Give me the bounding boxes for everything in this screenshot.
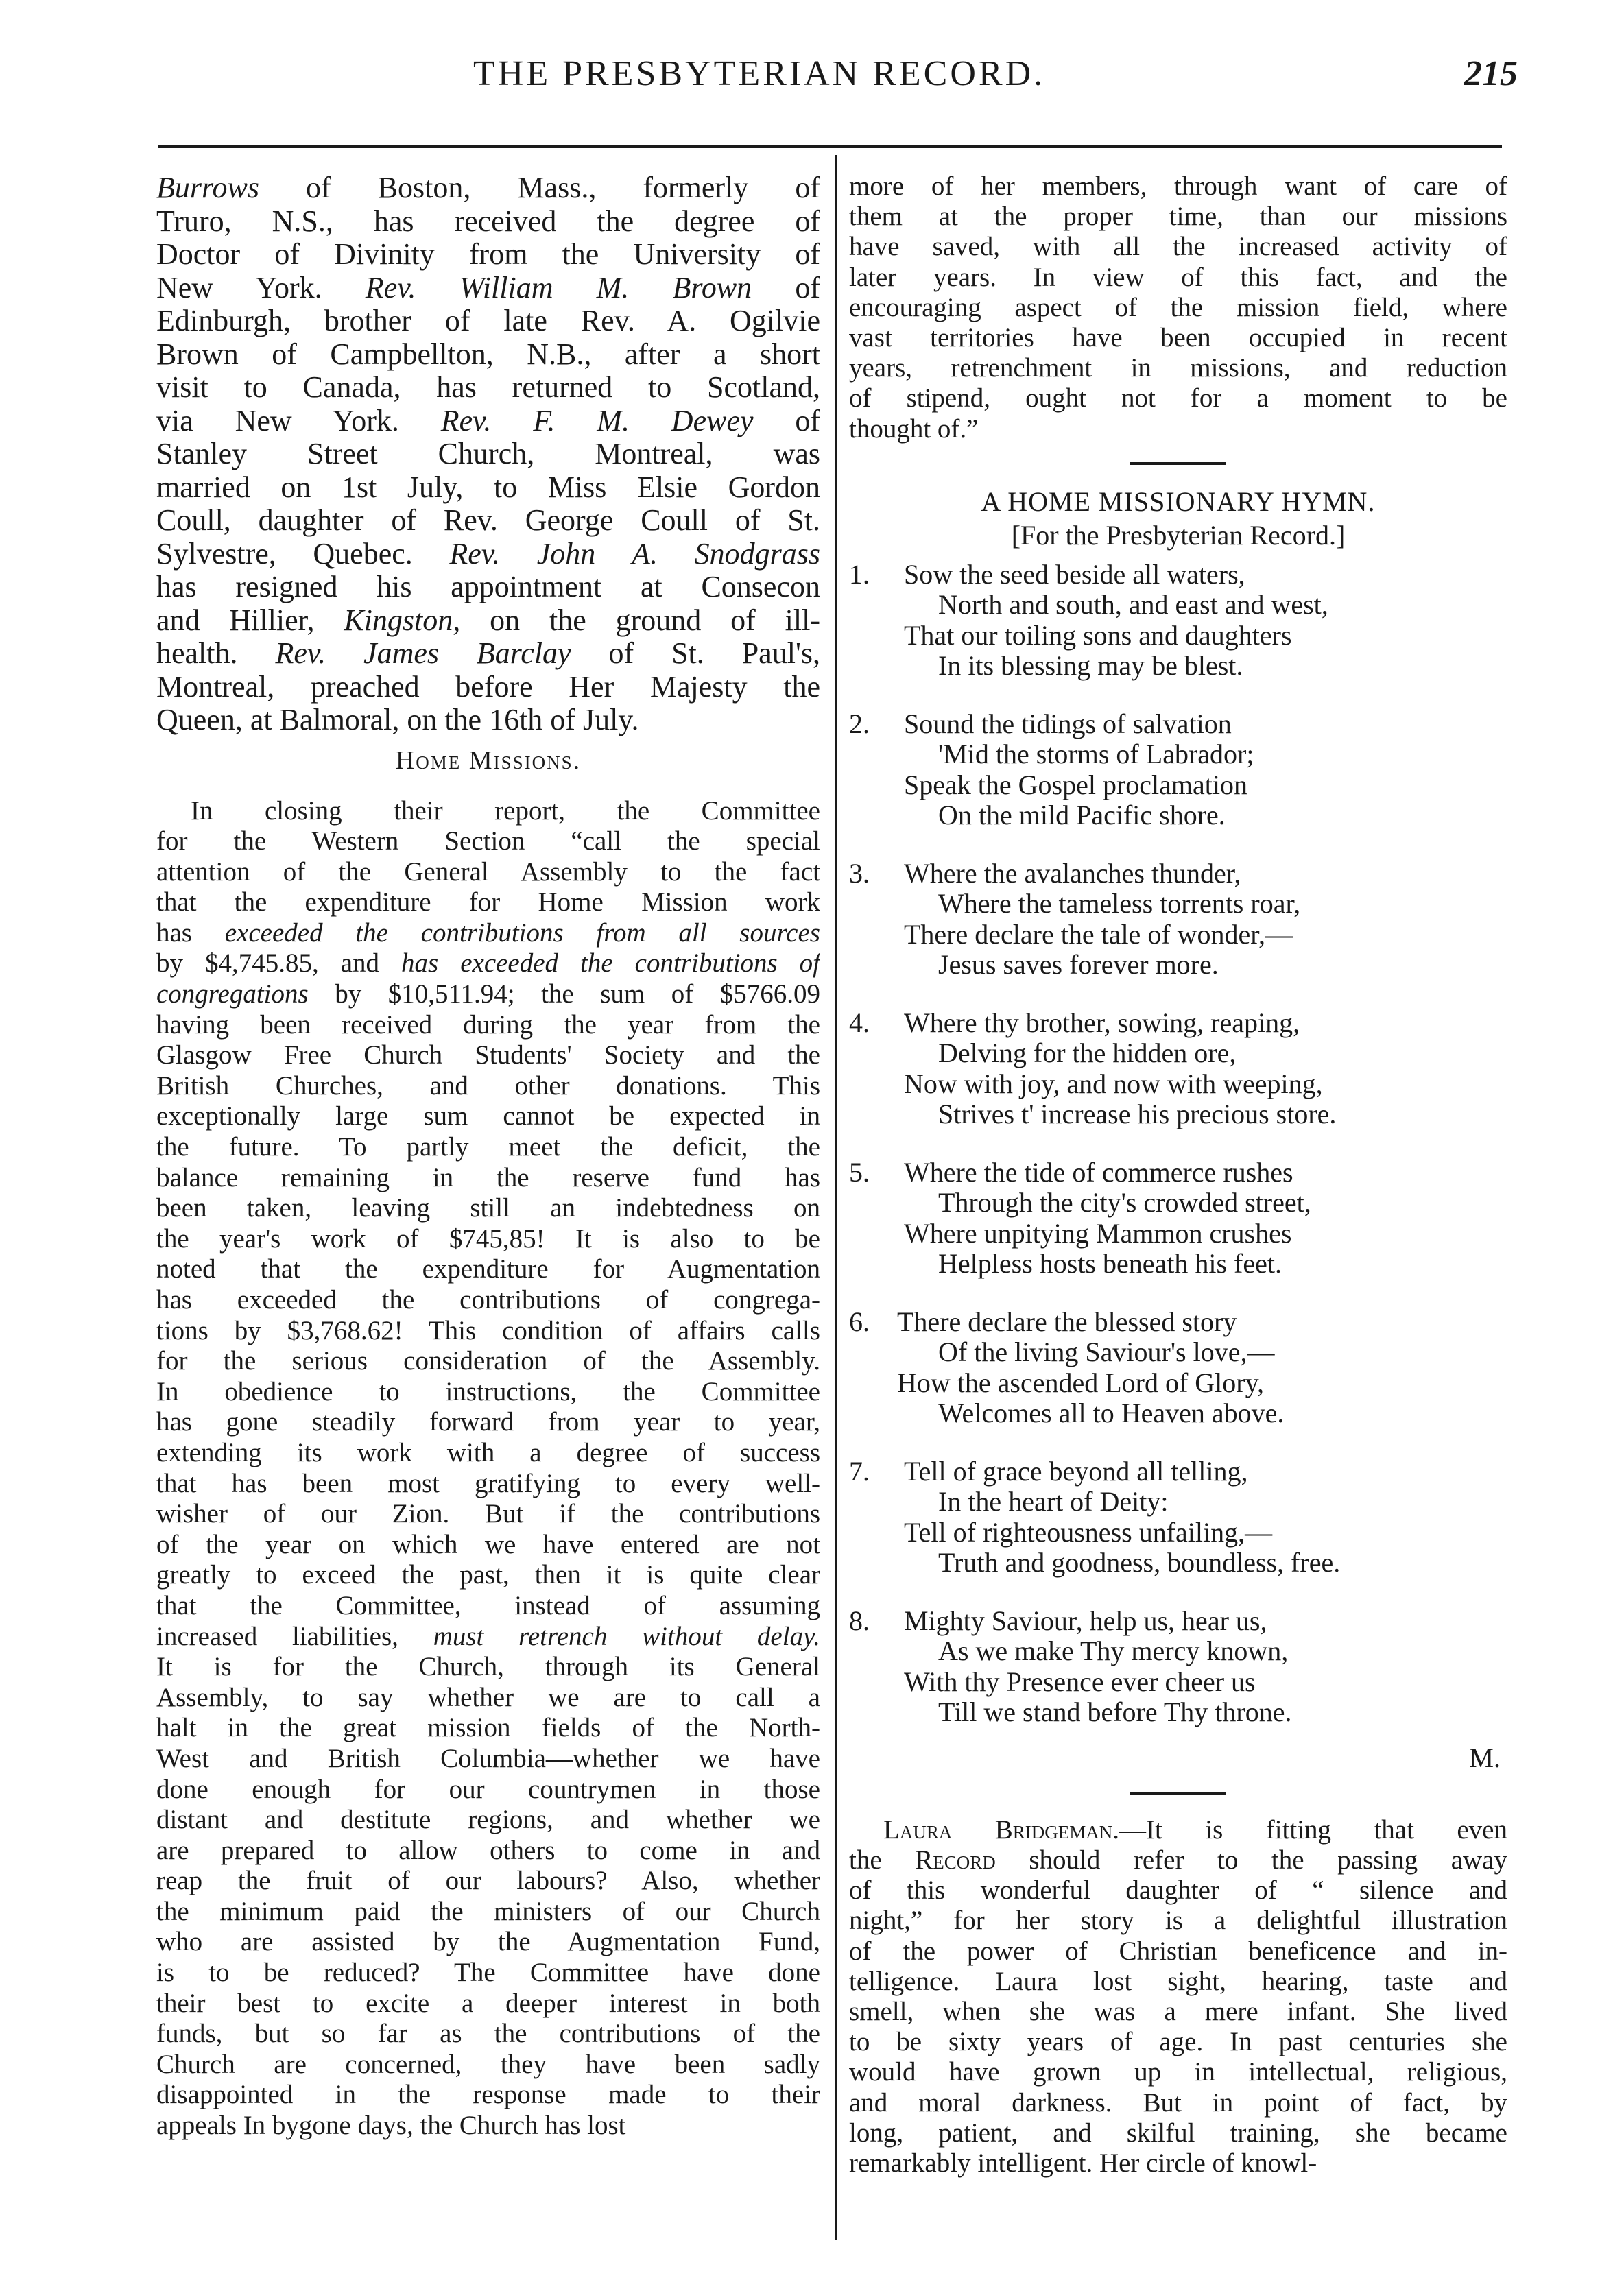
column-divider (835, 155, 837, 2240)
text-line (849, 1967, 1507, 1997)
verse-line: Truth and goodness, boundless, free. (938, 1547, 1341, 1579)
text-segment: has exceeded the contributions of congrega- (156, 1285, 820, 1315)
text-segment: of Boston, Mass., formerly of (259, 171, 820, 204)
italic-text: Kingston, (344, 603, 461, 637)
italic-text: Rev. James Barclay (275, 636, 571, 670)
italic-text: Rev. William M. Brown (365, 270, 752, 304)
verse-line: Jesus saves forever more. (938, 949, 1219, 981)
text-segment: to be sixty years of age. In past centuries she (849, 2027, 1507, 2057)
text-segment: night,” for her story is a delightful illustration (849, 1906, 1507, 1936)
text-line (849, 1936, 1507, 1967)
stanza-number: 6. (849, 1306, 870, 1337)
text-segment: extending its work with a degree of success (156, 1437, 820, 1467)
text-line (849, 1815, 1507, 1845)
verse-line: There declare the blessed story (897, 1306, 1237, 1337)
text-line (156, 1989, 820, 2019)
smallcaps-text: Laura Bridgeman. (883, 1814, 1120, 1845)
text-line (156, 1530, 820, 1561)
hymn-signature: M. (1469, 1742, 1501, 1773)
text-line (156, 304, 820, 338)
text-segment: Stanley Street Church, Montreal, was (156, 437, 820, 470)
text-line (849, 263, 1507, 293)
text-line (849, 171, 1507, 202)
italic-text: must retrench without delay. (433, 1621, 820, 1651)
text-line (849, 323, 1507, 353)
text-segment: having been received during the year from the (156, 1009, 820, 1040)
verse-line: Where the tameless torrents roar, (938, 888, 1301, 920)
text-segment: the year's work of $745,85! It is also to be (156, 1223, 820, 1254)
verse-line: That our toiling sons and daughters (904, 619, 1292, 651)
text-segment: smell, when she was a mere infant. She lived (849, 1997, 1507, 2027)
text-line (156, 1010, 820, 1041)
text-line (156, 887, 820, 918)
verse-line: With thy Presence ever cheer us (904, 1666, 1256, 1697)
verse-line: Through the city's crowded street, (938, 1187, 1311, 1219)
text-line (156, 504, 820, 538)
text-line (156, 272, 820, 305)
text-segment: would have grown up in intellectual, religious, (849, 2057, 1507, 2087)
text-segment: the future. To partly meet the deficit, the (156, 1132, 820, 1162)
hymn-stanza (849, 709, 1507, 831)
verse-line: Speak the Gospel proclamation (904, 769, 1247, 800)
verse-line: As we make Thy mercy known, (938, 1635, 1289, 1667)
text-line (156, 1407, 820, 1438)
text-segment: has gone steadily forward from year to year, (156, 1407, 820, 1437)
text-line (156, 1469, 820, 1500)
text-segment: Sylvestre, Quebec. (156, 536, 450, 571)
text-line (156, 371, 820, 405)
text-segment: Coull, daughter of Rev. George Coull of St. (156, 503, 820, 537)
text-line (156, 979, 820, 1010)
text-segment: reap the fruit of our labours? Also, whether (156, 1866, 820, 1896)
laura-bridgeman-paragraph (849, 1815, 1507, 2179)
text-segment: for the Western Section “call the special (156, 826, 820, 856)
report-continuation-paragraph (849, 171, 1507, 444)
italic-text: has exceeded the contributions of (401, 948, 820, 979)
text-segment: Edinburgh, brother of late Rev. A. Ogilvie (156, 304, 820, 337)
stanza-number: 1. (849, 558, 870, 590)
text-segment: attention of the General Assembly to the fact (156, 856, 820, 887)
text-line (156, 704, 820, 737)
text-line (849, 353, 1507, 383)
text-segment: has (156, 917, 225, 948)
stanza-number: 4. (849, 1007, 870, 1038)
verse-line: Where the tide of commerce rushes (904, 1156, 1293, 1188)
text-line (156, 1591, 820, 1622)
home-missions-heading: Home Missions. (395, 745, 582, 775)
text-line (849, 414, 1507, 444)
text-line (156, 1744, 820, 1775)
text-segment: are prepared to allow others to come in and (156, 1835, 820, 1865)
stanza-number: 7. (849, 1455, 870, 1487)
text-segment: done enough for our countrymen in those (156, 1774, 820, 1804)
text-line (156, 1071, 820, 1102)
verse-line: Sow the seed beside all waters, (904, 558, 1245, 590)
verse-line: Where the avalanches thunder, (904, 857, 1241, 889)
italic-text: Rev. F. M. Dewey (440, 403, 754, 437)
text-line (156, 796, 820, 827)
text-segment: years, retrenchment in missions, and reduction (849, 353, 1507, 383)
text-segment: It is for the Church, through its General (156, 1652, 820, 1682)
text-line (156, 1652, 820, 1683)
text-segment: noted that the expenditure for Augmentation (156, 1254, 820, 1284)
text-line (156, 1622, 820, 1653)
text-segment: them at the proper time, than our missions (849, 202, 1507, 232)
verse-line: 'Mid the storms of Labrador; (938, 739, 1254, 770)
text-segment: Truro, N.S., has received the degree of (156, 204, 820, 238)
verse-line: Mighty Saviour, help us, hear us, (904, 1605, 1267, 1636)
verse-line: Now with joy, and now with weeping, (904, 1068, 1323, 1099)
verse-line: In its blessing may be blest. (938, 650, 1243, 682)
page-number: 215 (1464, 54, 1518, 93)
verse-line: Delving for the hidden ore, (938, 1037, 1237, 1069)
text-line (156, 1254, 820, 1285)
text-segment: the minimum paid the ministers of our Church (156, 1896, 820, 1926)
text-segment: who are assisted by the Augmentation Fund, (156, 1927, 820, 1957)
text-segment: Montreal, preached before Her Majesty the (156, 669, 820, 704)
text-line (156, 1805, 820, 1836)
text-line (156, 2019, 820, 2050)
text-line (156, 1193, 820, 1224)
text-segment: of (752, 270, 820, 304)
text-segment: remarkably intelligent. Her circle of knowl- (849, 2148, 1317, 2179)
text-segment: and moral darkness. But in point of fact, by (849, 2087, 1507, 2118)
text-segment: Glasgow Free Church Students' Society and the (156, 1040, 820, 1070)
text-line (156, 918, 820, 949)
hymn-stanza (849, 1456, 1507, 1579)
text-segment: West and British Columbia—whether we have (156, 1743, 820, 1773)
section-rule (1130, 1792, 1226, 1795)
text-segment: and Hillier, (156, 603, 344, 637)
home-missions-paragraph (156, 796, 820, 2142)
text-segment: of St. Paul's, (571, 636, 820, 670)
text-line (849, 2057, 1507, 2087)
text-line (156, 171, 820, 205)
text-segment: their best to excite a deeper interest in both (156, 1988, 820, 2018)
text-line (156, 205, 820, 239)
stanza-number: 2. (849, 708, 870, 739)
text-line (156, 1040, 820, 1071)
text-line (156, 571, 820, 604)
text-segment: of the year on which we have entered are not (156, 1529, 820, 1559)
text-segment: should refer to the passing away (995, 1845, 1507, 1875)
text-segment: visit to Canada, has returned to Scotland, (156, 370, 820, 404)
text-segment: been taken, leaving still an indebtedness on (156, 1193, 820, 1223)
verse-line: Of the living Saviour's love,— (938, 1336, 1275, 1368)
verse-line: Where thy brother, sowing, reaping, (904, 1007, 1300, 1038)
right-column (849, 171, 1507, 2179)
hymn-stanza (849, 1307, 1507, 1429)
stanza-number: 5. (849, 1156, 870, 1188)
text-segment: the (849, 1845, 916, 1875)
text-segment: —It is fitting that even (1119, 1814, 1507, 1845)
text-line (156, 1316, 820, 1347)
hymn-subtitle: [For the Presbyterian Record.] (1011, 519, 1346, 551)
text-line (849, 1997, 1507, 2027)
hymn-stanza (849, 859, 1507, 981)
text-line (156, 857, 820, 888)
text-segment: of this wonderful daughter of “ silence and (849, 1875, 1507, 1906)
verse-line: Helpless hosts beneath his feet. (938, 1248, 1282, 1280)
text-line (156, 1224, 820, 1255)
section-rule (1130, 462, 1226, 465)
text-segment: by $10,511.94; the sum of $5766.09 (308, 979, 820, 1009)
text-segment: is to be reduced? The Committee have done (156, 1958, 820, 1988)
text-segment: New York. (156, 270, 366, 304)
hymn-stanza (849, 1606, 1507, 1728)
text-line (156, 405, 820, 438)
text-segment: exceptionally large sum cannot be expected in (156, 1101, 820, 1131)
text-segment: that has been most gratifying to every well- (156, 1468, 820, 1498)
text-line (156, 1560, 820, 1591)
text-line (156, 1346, 820, 1377)
text-segment: British Churches, and other donations. This (156, 1070, 820, 1101)
text-segment: distant and destitute regions, and whether we (156, 1805, 820, 1835)
text-line (156, 1775, 820, 1806)
text-line (156, 471, 820, 505)
text-segment: has resigned his appointment at Consecon (156, 570, 820, 603)
text-segment: Doctor of Divinity from the University of (156, 237, 820, 271)
verse-line: On the mild Pacific shore. (938, 800, 1226, 831)
left-column (156, 171, 820, 2142)
text-segment: later years. In view of this fact, and the (849, 262, 1507, 292)
smallcaps-text: Record (915, 1845, 996, 1875)
text-line (156, 1132, 820, 1163)
text-line (849, 2088, 1507, 2118)
text-line (849, 293, 1507, 323)
personal-notes-paragraph (156, 171, 820, 737)
text-line (156, 1958, 820, 1989)
text-segment: via New York. (156, 403, 441, 437)
text-line (156, 1897, 820, 1928)
text-segment: on the ground of ill- (460, 603, 820, 637)
verse-line: Tell of righteousness unfailing,— (904, 1516, 1273, 1548)
text-segment: more of her members, through want of care of (849, 171, 1507, 201)
text-segment: appeals In bygone days, the Church has lost (156, 2111, 626, 2141)
text-line (156, 1438, 820, 1469)
text-segment: funds, but so far as the contributions of the (156, 2019, 820, 2049)
text-line (156, 948, 820, 979)
verse-line: North and south, and east and west, (938, 589, 1328, 621)
text-line (156, 1866, 820, 1897)
verse-line: Strives t' increase his precious store. (938, 1099, 1337, 1130)
text-line (156, 604, 820, 638)
text-line (156, 1101, 820, 1132)
text-segment: long, patient, and skilful training, she became (849, 2118, 1507, 2148)
text-line (849, 232, 1507, 262)
text-line (849, 1845, 1507, 1875)
verse-line: Welcomes all to Heaven above. (938, 1398, 1285, 1429)
text-line (156, 538, 820, 571)
text-line (156, 338, 820, 372)
text-segment: wisher of our Zion. But if the contributions (156, 1499, 820, 1529)
text-line (156, 1163, 820, 1194)
text-segment: Assembly, to say whether we are to call a (156, 1682, 820, 1712)
text-segment: by $4,745.85, and (156, 948, 402, 979)
stanza-number: 3. (849, 857, 870, 889)
text-segment: Church are concerned, they have been sadly (156, 2049, 820, 2079)
text-line (849, 1875, 1507, 1906)
text-line (156, 671, 820, 704)
text-line (849, 1906, 1507, 1936)
text-line (156, 1927, 820, 1958)
text-segment: vast territories have been occupied in recent (849, 323, 1507, 353)
text-line (156, 1377, 820, 1408)
text-line (849, 202, 1507, 232)
text-line (156, 826, 820, 857)
italic-text: Rev. John A. Snodgrass (449, 536, 820, 571)
text-segment: increased liabilities, (156, 1621, 433, 1651)
text-segment: greatly to exceed the past, then it is quite clear (156, 1560, 820, 1590)
italic-text: Burrows (156, 171, 259, 204)
italic-text: congregations (156, 979, 309, 1009)
verse-line: How the ascended Lord of Glory, (897, 1367, 1265, 1398)
hymn-stanza (849, 560, 1507, 682)
text-segment: thought of.” (849, 413, 979, 444)
hymn-stanza (849, 1158, 1507, 1280)
verse-line: Where unpitying Mammon crushes (904, 1217, 1292, 1249)
running-title: THE PRESBYTERIAN RECORD. (473, 54, 1046, 93)
text-segment: halt in the great mission fields of the North- (156, 1713, 820, 1743)
text-segment: balance remaining in the reserve fund has (156, 1162, 820, 1192)
text-line (156, 1285, 820, 1316)
text-segment: health. (156, 636, 276, 670)
text-line (156, 2080, 820, 2111)
text-segment: of the power of Christian beneficence and in- (849, 1936, 1507, 1966)
text-line (156, 238, 820, 272)
verse-line: Sound the tidings of salvation (904, 708, 1232, 739)
text-line (849, 2148, 1507, 2179)
text-line (156, 1836, 820, 1867)
text-segment: for the serious consideration of the Assembly. (156, 1346, 820, 1376)
text-segment: disappointed in the response made to their (156, 2080, 820, 2110)
verse-line: In the heart of Deity: (938, 1486, 1169, 1518)
text-segment: of (753, 403, 820, 437)
text-segment: married on 1st July, to Miss Elsie Gordon (156, 470, 820, 504)
hymn-stanzas (849, 560, 1507, 1728)
text-segment: encouraging aspect of the mission field, where (849, 292, 1507, 322)
text-segment: tions by $3,768.62! This condition of affairs calls (156, 1315, 820, 1345)
stanza-number: 8. (849, 1605, 870, 1636)
text-segment: In closing their report, the Committee (191, 795, 820, 826)
text-segment: that the expenditure for Home Mission work (156, 887, 820, 917)
verse-line: Till we stand before Thy throne. (938, 1696, 1292, 1728)
text-segment: of stipend, ought not for a moment to be (849, 383, 1507, 413)
page-header (0, 53, 1624, 122)
text-segment: telligence. Laura lost sight, hearing, taste and (849, 1966, 1507, 1996)
text-segment: have saved, with all the increased activity of (849, 232, 1507, 262)
header-rule (158, 145, 1502, 148)
text-line (156, 437, 820, 471)
text-line (849, 2027, 1507, 2057)
hymn-title: A HOME MISSIONARY HYMN. (981, 485, 1376, 517)
text-line (156, 1499, 820, 1530)
text-line (156, 2050, 820, 2080)
italic-text: exceeded the contributions from all sources (224, 917, 820, 948)
verse-line: Tell of grace beyond all telling, (904, 1455, 1248, 1487)
text-line (849, 2118, 1507, 2148)
hymn-stanza (849, 1008, 1507, 1130)
text-segment: Brown of Campbellton, N.B., after a short (156, 337, 820, 371)
verse-line: There declare the tale of wonder,— (904, 918, 1293, 950)
text-line (156, 1713, 820, 1744)
text-line (156, 637, 820, 671)
text-segment: that the Committee, instead of assuming (156, 1590, 820, 1620)
text-line (156, 2111, 820, 2142)
text-segment: Queen, at Balmoral, on the 16th of July. (156, 703, 639, 736)
text-line (156, 1683, 820, 1714)
text-line (849, 383, 1507, 413)
text-segment: In obedience to instructions, the Committee (156, 1376, 820, 1406)
